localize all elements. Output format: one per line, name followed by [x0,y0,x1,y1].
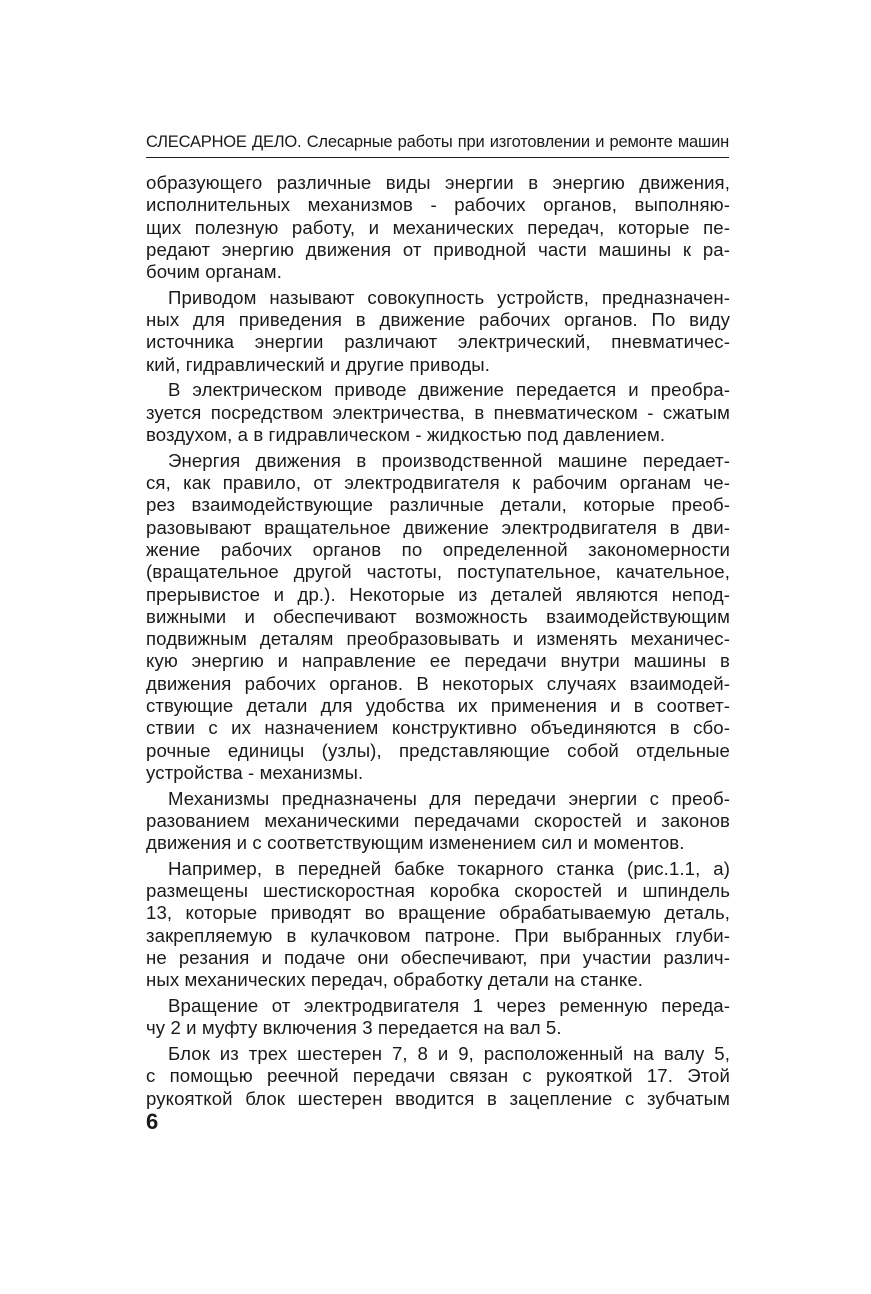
text-line: вижными и обеспечивают возможность взаимодействующим [146,605,730,627]
paragraph [146,287,730,376]
text-line: Энергия движения в производственной машине передает- [168,449,730,471]
text-line: Например, в передней бабке токарного станка (рис.1.1, а) [168,857,730,879]
text-line: образующего различные виды энергии в энергию движения, [146,172,730,193]
running-title: СЛЕСАРНОЕ ДЕЛО. Слесарные работы при изготовлении и ремонте машин [146,133,729,151]
text-line: бочим органам. [146,261,282,283]
text-line: (вращательное другой частоты, поступательное, качательное, [146,561,730,583]
text-line: закрепляемую в кулачковом патроне. При выбранных глуби- [146,924,730,946]
text-line: рез взаимодействующие различные детали, которые преоб- [146,494,730,516]
text-line: разовывают вращательное движение электродвигателя в дви- [146,516,730,538]
text-line: прерывистое и др.). Некоторые из деталей являются непод- [146,583,730,605]
paragraph [146,450,730,784]
running-head [146,129,729,158]
text-line: В электрическом приводе движение передается и преобра- [168,379,730,401]
text-line: зуется посредством электричества, в пневматическом - сжатым [146,401,730,423]
body-text [146,172,730,1110]
paragraph [146,858,730,992]
text-line: Вращение от электродвигателя 1 через ременную переда- [168,995,730,1017]
text-line: Приводом называют совокупность устройств, предназначен- [168,286,730,308]
text-line: воздухом, а в гидравлическом - жидкостью под давлением. [146,424,666,446]
text-line: рукояткой блок шестерен вводится в зацепление с зубчатым [146,1087,730,1109]
text-line: исполнительных механизмов - рабочих органов, выполняю- [146,194,730,216]
paragraph [146,995,730,1040]
text-line: 13, которые приводят во вращение обрабатываемую деталь, [146,902,730,924]
text-line: не резания и подаче они обеспечивают, при участии различ- [146,947,730,969]
text-line: с помощью реечной передачи связан с рукояткой 17. Этой [146,1065,730,1087]
text-line: движения рабочих органов. В некоторых случаях взаимодей- [146,672,730,694]
text-line: рочные единицы (узлы), представляющие собой отдельные [146,739,730,761]
text-line: ных для приведения в движение рабочих органов. По виду [146,309,730,331]
paragraph [146,379,730,446]
text-line: устройства - механизмы. [146,761,364,783]
text-line: разованием механическими передачами скоростей и законов [146,809,730,831]
text-line: ствующие детали для удобства их применения и в соответ- [146,695,730,716]
text-line: движения и с соответствующим изменением сил и моментов. [146,832,685,854]
text-line: чу 2 и муфту включения 3 передается на вал 5. [146,1017,562,1039]
paragraph [146,788,730,855]
text-line: ных механических передач, обработку детали на станке. [146,969,644,991]
paragraph [146,1043,730,1110]
text-line: жение рабочих органов по определенной закономерности [146,538,730,560]
paragraph [146,172,730,283]
text-line: подвижным деталям преобразовывать и изменять механичес- [146,628,730,650]
text-line: размещены шестискоростная коробка скоростей и шпиндель [146,880,730,902]
text-line: Блок из трех шестерен 7, 8 и 9, расположенный на валу 5, [168,1043,730,1065]
text-line: щих полезную работу, и механических передач, которые пе- [146,216,730,238]
text-line: редают энергию движения от приводной части машины к ра- [146,238,730,260]
text-line: Механизмы предназначены для передачи энергии с преоб- [168,787,730,809]
text-line: кую энергию и направление ее передачи внутри машины в [146,650,730,672]
text-line: ствии с их назначением конструктивно объединяются в сбо- [146,717,730,739]
text-line: ся, как правило, от электродвигателя к рабочим органам че- [146,472,730,494]
text-line: источника энергии различают электрический, пневматичес- [146,331,730,353]
text-line: кий, гидравлический и другие приводы. [146,353,491,375]
page-number: 6 [146,1109,159,1134]
